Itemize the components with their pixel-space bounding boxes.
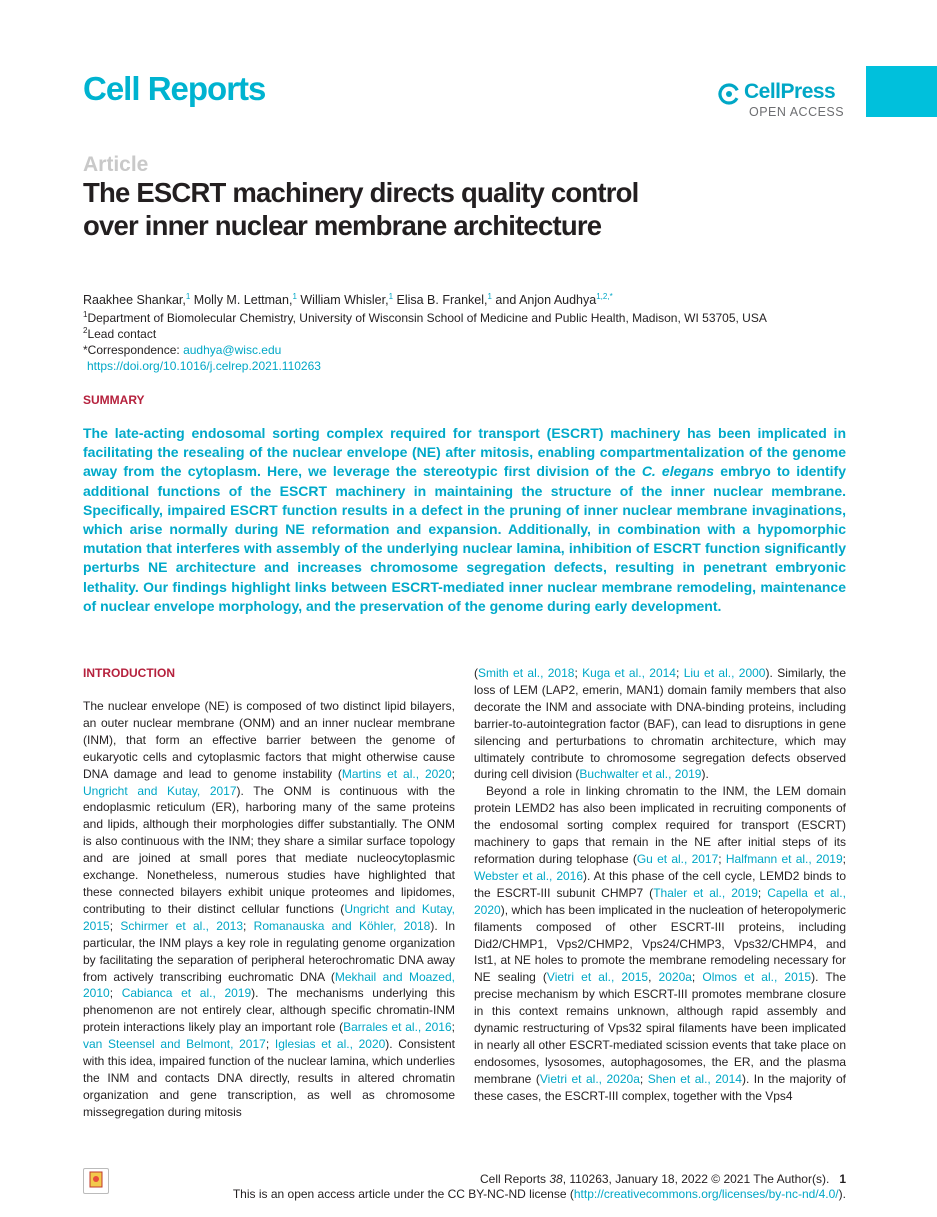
- journal-logo: Cell Reports: [83, 70, 266, 107]
- citation-link[interactable]: Gu et al., 2017: [636, 851, 719, 866]
- citation-link[interactable]: Kuga et al., 2014: [582, 666, 676, 680]
- citation-link[interactable]: Ungricht and Kutay, 2015: [83, 901, 455, 933]
- footer-license: This is an open access article under the CC BY-NC-ND license (http://creativecommons.org/licenses/by-nc-nd/4.0/).: [232, 1187, 846, 1201]
- publisher-name: CellPress: [744, 80, 836, 103]
- cellpress-logo: [718, 80, 846, 124]
- summary-text: The late-acting endosomal sorting complex required for transport (ESCRT) machinery has been implicated in facilitating the resealing of the nuclear envelope (NE) after mitosis, enabling compartmentalization of the genome away from the cytoplasm. Here, we leverage the stereotypic first division of the C. elegans embryo to identify additional functions of the ESCRT machinery in maintaining the structure of the inner nuclear membrane. Specifically, impaired ESCRT function results in a defect in the pruning of inner nuclear membrane invaginations, which arise normally during NE reformation and expansion. Additionally, in combination with a hypomorphic mutation that interferes with assembly of the underlying nuclear lamina, inhibition of ESCRT function significantly perturbs NE architecture and increases chromosome segregation defects, resulting in penetrant embryonic lethality. Our findings highlight links between ESCRT-mediated inner nuclear membrane remodeling, maintenance of nuclear envelope morphology, and the preservation of the genome during early development.: [83, 425, 846, 614]
- author-list: Raakhee Shankar,$^1$ Molly M. Lettman,$^1$ William Whisler,$^1$ Elisa B. Frankel,$^1$ and Anjon Audhya$^{1,2,*}$: [83, 291, 613, 307]
- affiliation: $^1$Department of Biomolecular Chemistry, University of Wisconsin School of Medicine and Public Health, Madison, WI 53705, USA: [83, 310, 767, 325]
- citation-link[interactable]: Olmos et al., 2015: [702, 970, 812, 985]
- citation-link[interactable]: Smith et al., 2018: [478, 666, 575, 680]
- citation-link[interactable]: Thaler et al., 2019: [653, 885, 758, 900]
- lead-contact: $^2$Lead contact: [83, 326, 157, 341]
- paragraph: (Smith et al., 2018; Kuga et al., 2014; Liu et al., 2000). Similarly, the loss of LEM (LAP2, emerin, MAN1) domain family members that also decorate the INM and associate with DNA-binding proteins, including barrier-to-autointegration factor (BAF), can lead to disruptions in gene silencing and perturbations to chromatin architecture, which may ultimately contribute to chromosome segregation defects observed during cell division (Buchwalter et al., 2019).: [474, 666, 847, 782]
- article-type: Article: [83, 153, 149, 176]
- citation-link[interactable]: Barrales et al., 2016: [343, 1020, 452, 1035]
- body-column-left: [83, 698, 455, 1121]
- citation-link[interactable]: Capella et al., 2020: [474, 885, 846, 917]
- citation-link[interactable]: Cabianca et al., 2019: [121, 986, 252, 1001]
- license-link[interactable]: http://creativecommons.org/licenses/by-nc-nd/4.0/: [573, 1187, 839, 1201]
- citation-link[interactable]: Iglesias et al., 2020: [274, 1037, 386, 1052]
- doi-link[interactable]: https://doi.org/10.1016/j.celrep.2021.110263: [87, 359, 321, 373]
- article-title: The ESCRT machinery directs quality control over inner nuclear membrane architecture: [83, 177, 639, 241]
- citation-link[interactable]: Vietri et al., 2020a: [539, 1071, 640, 1086]
- citation-link[interactable]: Webster et al., 2016: [474, 868, 584, 883]
- citation-link[interactable]: Martins et al., 2020: [341, 766, 452, 781]
- introduction-heading: INTRODUCTION: [83, 666, 175, 680]
- email-link[interactable]: audhya@wisc.edu: [183, 343, 282, 357]
- summary-heading: SUMMARY: [83, 393, 145, 407]
- paragraph: Beyond a role in linking chromatin to the INM, the LEM domain protein LEMD2 has also been implicated in recruiting components of the endosomal sorting complex required for transport (ESCRT) machinery to gaps that remain in the NE after initial steps of its reformation during telophase (Gu et al., 2017; Halfmann et al., 2019; Webster et al., 2016). At this phase of the cell cycle, LEMD2 binds to the ESCRT-III subunit CHMP7 (Thaler et al., 2019; Capella et al., 2020), which has been implicated in the nucleation of heteropolymeric filaments composed of other ESCRT-III proteins, including Did2/CHMP1, Vps2/CHMP2, Vps24/CHMP3, Vps32/CHMP4, and Ist1, at NE holes to promote the membrane remodeling necessary for NE sealing (Vietri et al., 2015, 2020a; Olmos et al., 2015). The precise mechanism by which ESCRT-III promotes membrane closure in this context remains unknown, although rapid assembly and dynamic restructuring of Vps32 spiral filaments have been implicated in nearly all other ESCRT-mediated scission events that take place on endosomes, lysosomes, autophagosomes, the ER, and the plasma membrane (Vietri et al., 2020a; Shen et al., 2014). In the majority of these cases, the ESCRT-III complex, together with the Vps4: [474, 784, 847, 1103]
- open-access-label: OPEN ACCESS: [749, 105, 845, 119]
- footer-citation: Cell Reports 38, 110263, January 18, 2022 © 2021 The Author(s). 1: [480, 1172, 846, 1186]
- citation-link[interactable]: Vietri et al., 2015: [546, 970, 649, 985]
- citation-link[interactable]: 2020a: [658, 970, 692, 985]
- citation-link[interactable]: Ungricht and Kutay, 2017: [83, 783, 237, 798]
- section-tab: [866, 66, 937, 117]
- citation-link[interactable]: Schirmer et al., 2013: [120, 918, 243, 933]
- paragraph: The nuclear envelope (NE) is composed of two distinct lipid bilayers, an outer nuclear membrane (ONM) and an inner nuclear membrane (INM), that form an effective barrier between the genome of eukaryotic cells and cytoplasmic factors that might otherwise cause DNA damage and lead to genome instability (Martins et al., 2020; Ungricht and Kutay, 2017). The ONM is continuous with the endoplasmic reticulum (ER), harboring many of the same proteins and lipids, although their morphologies differ substantially. The ONM is also continuous with the INM; they share a similar surface topology and are joined at small pores that mediate nucleocytoplasmic exchange. Nonetheless, numerous studies have highlighted that these connected bilayers exhibit unique proteomes and lipidomes, contributing to their distinct cellular functions (Ungricht and Kutay, 2015; Schirmer et al., 2013; Romanauska and Köhler, 2018). In particular, the INM plays a key role in regulating genome organization by facilitating the separation of peripheral heterochromatic DNA away from actively transcribing euchromatic DNA (Mekhail and Moazed, 2010; Cabianca et al., 2019). The mechanisms underlying this phenomenon are not entirely clear, although specific chromatin-INM protein interactions likely play an important role (Barrales et al., 2016; van Steensel and Belmont, 2017; Iglesias et al., 2020). Consistent with this idea, impaired function of the nuclear lamina, which underlies the INM and contacts DNA directly, results in altered chromatin organization and gene transcription, as well as chromosome missegregation during mitosis: [83, 699, 456, 1119]
- check-for-updates-icon[interactable]: [83, 1168, 109, 1194]
- body-column-right: [474, 665, 846, 1105]
- citation-link[interactable]: Liu et al., 2000: [683, 666, 766, 680]
- citation-link[interactable]: Romanauska and Köhler, 2018: [253, 918, 431, 933]
- page-number: 1: [839, 1172, 846, 1186]
- citation-link[interactable]: Shen et al., 2014: [647, 1071, 742, 1086]
- citation-link[interactable]: van Steensel and Belmont, 2017: [83, 1037, 266, 1052]
- citation-link[interactable]: Mekhail and Moazed, 2010: [83, 969, 455, 1001]
- citation-link[interactable]: Halfmann et al., 2019: [725, 851, 843, 866]
- correspondence: *Correspondence: audhya@wisc.edu: [83, 343, 282, 357]
- cellpress-icon: [718, 83, 740, 105]
- citation-link[interactable]: Buchwalter et al., 2019: [579, 767, 702, 782]
